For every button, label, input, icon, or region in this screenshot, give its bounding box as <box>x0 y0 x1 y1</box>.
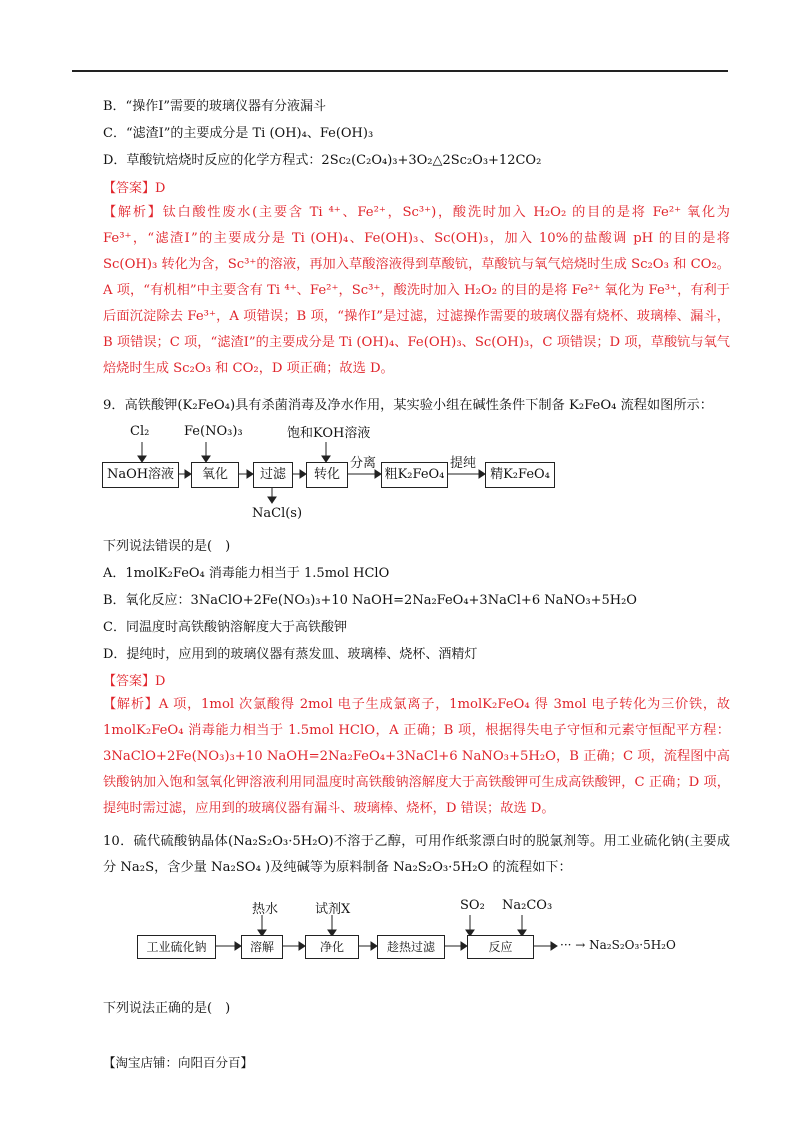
q9-box-pure: 精K₂FeO₄ <box>485 462 555 488</box>
q9-answer: 【答案】D <box>103 674 166 689</box>
q8-analysis: 【解析】钛白酸性废水(主要含 Ti ⁴⁺、Fe²⁺，Sc³⁺)，酸洗时加入 H₂O₂ 的目的是将 Fe²⁺ 氧化为 Fe³⁺，“滤渣Ⅰ”的主要成分是 Ti (OH)₄、Fe(OH)₃、Sc(OH)₃，加入 10%的盐酸调 pH 的目的是将 Sc(OH)₃ 转化为含，Sc³⁺的溶液，再加入草酸溶液得到草酸钪，草酸钪与氧气焙烧时生成 Sc₂O₃ 和 CO₂。A 项，“有机相”中主要含有 Ti ⁴⁺、Fe²⁺，Sc³⁺，酸洗时加入 H₂O₂ 的目的是将 Fe²⁺ 氧化为 Fe³⁺，有利于后面沉淀除去 Fe³⁺，A 项错误；B 项，“操作Ⅰ”是过滤，过滤操作需要的玻璃仪器有烧杯、玻璃棒、漏斗，B 项错误；C 项，“滤渣Ⅰ”的主要成分是 Ti (OH)₄、Fe(OH)₃、Sc(OH)₃，C 项错误；D 项，草酸钪与氧气焙烧时生成 Sc₂O₃ 和 CO₂，D 项正确；故选 D。 <box>103 205 730 376</box>
q9-box-naoh: NaOH溶液 <box>102 462 179 488</box>
q9-label-cl2: Cl₂ <box>130 424 150 439</box>
q10-box-hot-filter: 趁热过滤 <box>377 935 445 959</box>
q9-label-fe-no3: Fe(NO₃)₃ <box>184 424 243 439</box>
q9-option-a: A．1molK₂FeO₄ 消毒能力相当于 1.5mol HClO <box>103 566 390 581</box>
q10-stem: 10．硫代硫酸钠晶体(Na₂S₂O₃·5H₂O)不溶于乙醇，可用作纸浆漂白时的脱氯剂等。用工业硫化钠(主要成分 Na₂S，含少量 Na₂SO₄ )及纯碱等为原料制备 Na₂S₂O₃·5H₂O 的流程如下： <box>103 834 730 875</box>
q8-answer: 【答案】D <box>103 181 166 196</box>
q9-box-filter: 过滤 <box>253 462 293 488</box>
q10-label-hot-water: 热水 <box>252 902 279 917</box>
q9-option-d: D．提纯时，应用到的玻璃仪器有蒸发皿、玻璃棒、烧杯、酒精灯 <box>103 647 478 662</box>
q10-label-reagent-x: 试剂X <box>315 902 351 917</box>
q8-option-c: C．“滤渣Ⅰ”的主要成分是 Ti (OH)₄、Fe(OH)₃ <box>103 126 374 141</box>
q10-box-dissolve: 溶解 <box>241 935 283 959</box>
q10-prompt: 下列说法正确的是( ) <box>103 1001 231 1016</box>
q9-label-nacl: NaCl(s) <box>252 506 303 521</box>
q8-option-d: D．草酸钪焙烧时反应的化学方程式：2Sc₂(C₂O₄)₃+3O₂△2Sc₂O₃+12CO₂ <box>103 153 542 168</box>
q9-analysis: 【解析】A 项，1mol 次氯酸得 2mol 电子生成氯离子，1molK₂FeO₄ 得 3mol 电子转化为三价铁，故 1molK₂FeO₄ 消毒能力相当于 1.5mol HClO，A 正确；B 项，根据得失电子守恒和元素守恒配平方程：3NaClO+2Fe(NO₃)₃+10 NaOH=2Na₂FeO₄+3NaCl+6 NaNO₃+5H₂O，B 正确；C 项，流程图中高铁酸钠加入饱和氢氧化钾溶液利用同温度时高铁酸钠溶解度大于高铁酸钾可生成高铁酸钾，C 正确；D 项，提纯时需过滤，应用到的玻璃仪器有漏斗、玻璃棒、烧杯，D 错误；故选 D。 <box>103 697 730 816</box>
q10-label-so2: SO₂ <box>460 898 485 913</box>
q10-box-react: 反应 <box>467 935 534 959</box>
q10-label-product: ··· → Na₂S₂O₃·5H₂O <box>560 938 676 952</box>
q9-box-convert: 转化 <box>306 462 348 488</box>
q9-label-purify: 提纯 <box>450 456 477 471</box>
q9-stem: 9．高铁酸钾(K₂FeO₄)具有杀菌消毒及净水作用，某实验小组在碱性条件下制备 K₂FeO₄ 流程如图所示： <box>103 398 713 413</box>
q9-prompt: 下列说法错误的是( ) <box>103 539 231 554</box>
q10-label-na2co3: Na₂CO₃ <box>502 898 553 913</box>
q9-label-koh: 饱和KOH溶液 <box>287 426 371 441</box>
q9-box-crude: 粗K₂FeO₄ <box>381 462 448 488</box>
q9-option-b: B．氧化反应：3NaClO+2Fe(NO₃)₃+10 NaOH=2Na₂FeO₄+3NaCl+6 NaNO₃+5H₂O <box>103 593 637 608</box>
q10-box-purify: 净化 <box>305 935 359 959</box>
q9-option-c: C．同温度时高铁酸钠溶解度大于高铁酸钾 <box>103 620 347 635</box>
q9-label-separate: 分离 <box>350 456 377 471</box>
footer-shop: 【淘宝店铺：向阳百分百】 <box>103 1055 254 1070</box>
q8-option-b: B．“操作Ⅰ”需要的玻璃仪器有分液漏斗 <box>103 99 326 114</box>
q9-box-oxidize: 氧化 <box>191 462 239 488</box>
q10-box-sodium-sulfide: 工业硫化钠 <box>137 935 216 959</box>
